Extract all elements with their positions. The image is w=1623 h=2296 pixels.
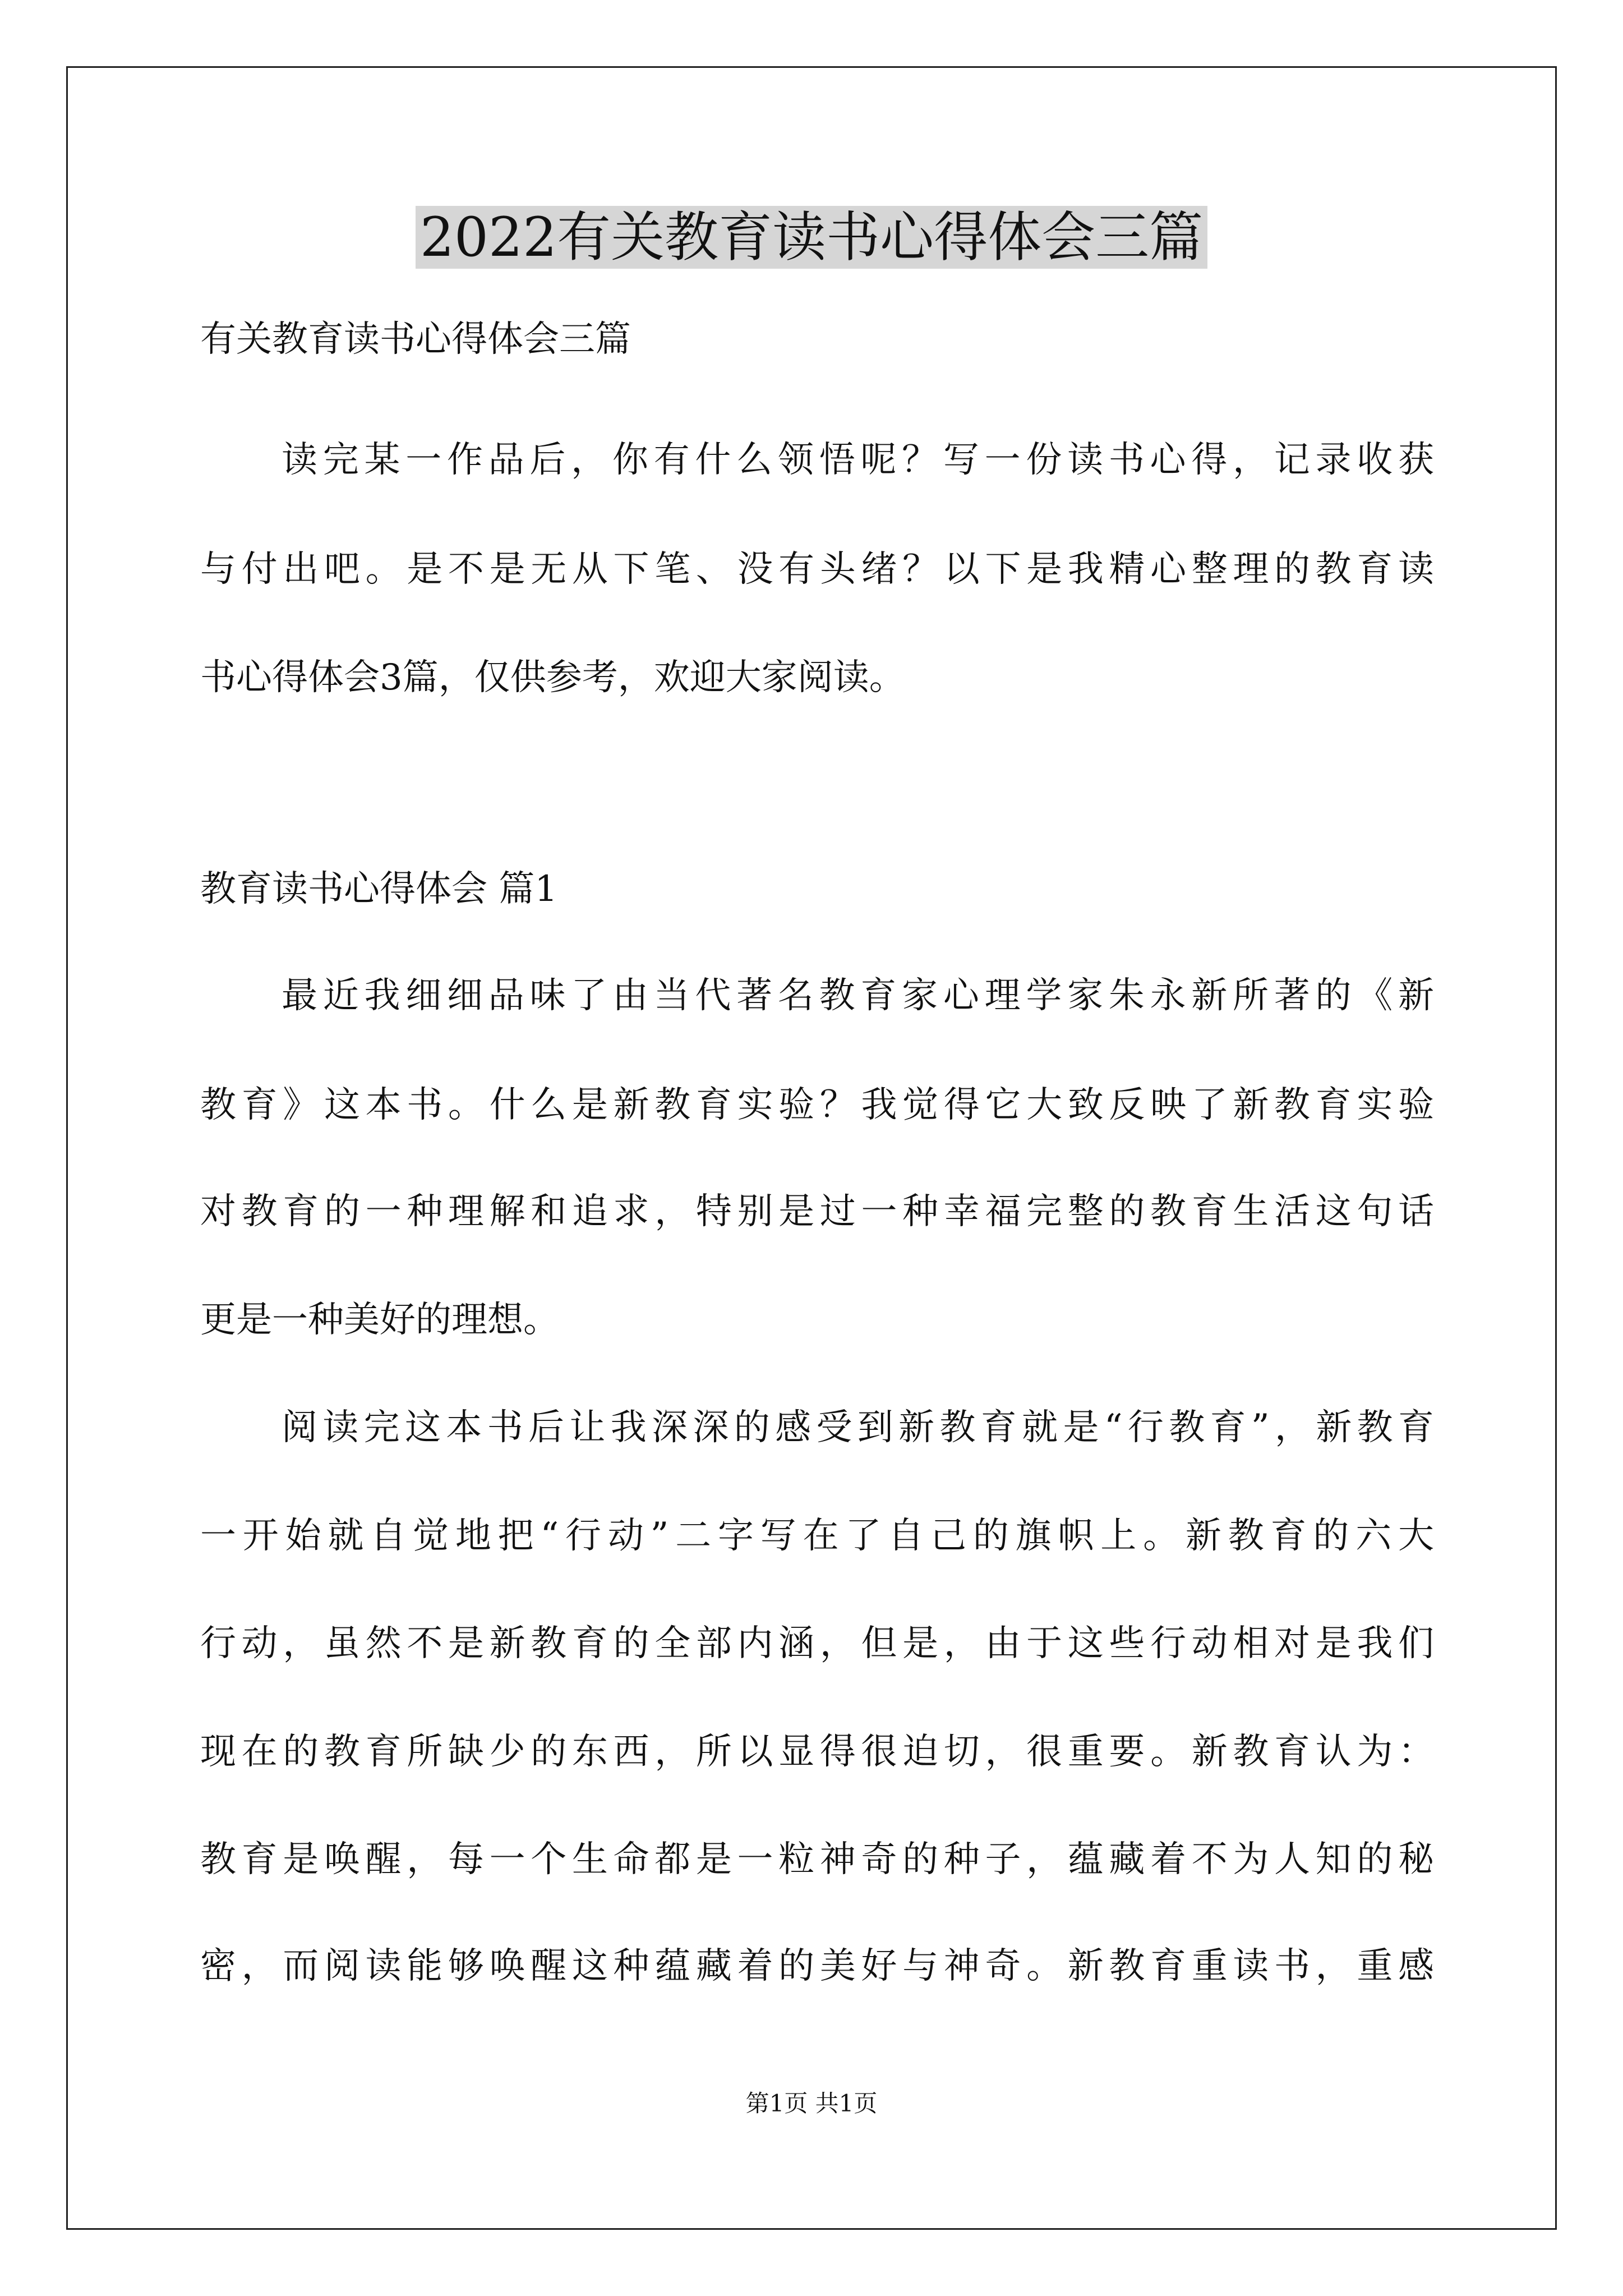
intro-line: 与付出吧。是不是无从下笔、没有头绪？以下是我精心整理的教育读 <box>200 549 1434 590</box>
paragraph-line: 对教育的一种理解和追求，特别是过一种幸福完整的教育生活这句话 <box>200 1191 1434 1232</box>
intro-line: 读完某一作品后，你有什么领悟呢？写一份读书心得，记录收获 <box>282 439 1434 481</box>
page-footer: 第1页 共1页 <box>745 2090 878 2117</box>
paragraph-line: 阅读完这本书后让我深深的感受到新教育就是“行教育”，新教育 <box>282 1407 1434 1448</box>
paragraph-line: 最近我细细品味了由当代著名教育家心理学家朱永新所著的《新 <box>282 975 1434 1016</box>
intro-line: 书心得体会3篇，仅供参考，欢迎大家阅读。 <box>200 657 905 698</box>
paragraph-line: 更是一种美好的理想。 <box>200 1299 559 1341</box>
paragraph-line: 教育》这本书。什么是新教育实验？我觉得它大致反映了新教育实验 <box>200 1084 1434 1126</box>
document-title: 2022有关教育读书心得体会三篇 <box>0 201 1623 274</box>
paragraph-line: 教育是唤醒，每一个生命都是一粒神奇的种子，蕴藏着不为人知的秘 <box>200 1839 1434 1880</box>
page-border <box>66 66 1557 2230</box>
paragraph-line: 一开始就自觉地把“行动”二字写在了自己的旗帜上。新教育的六大 <box>200 1515 1434 1557</box>
paragraph-line: 现在的教育所缺少的东西，所以显得很迫切，很重要。新教育认为： <box>200 1731 1434 1773</box>
section-heading: 教育读书心得体会 篇1 <box>200 868 558 910</box>
paragraph-line: 行动，虽然不是新教育的全部内涵，但是，由于这些行动相对是我们 <box>200 1623 1434 1664</box>
document-subtitle: 有关教育读书心得体会三篇 <box>200 319 631 360</box>
paragraph-line: 密，而阅读能够唤醒这种蕴藏着的美好与神奇。新教育重读书，重感 <box>200 1945 1434 1987</box>
